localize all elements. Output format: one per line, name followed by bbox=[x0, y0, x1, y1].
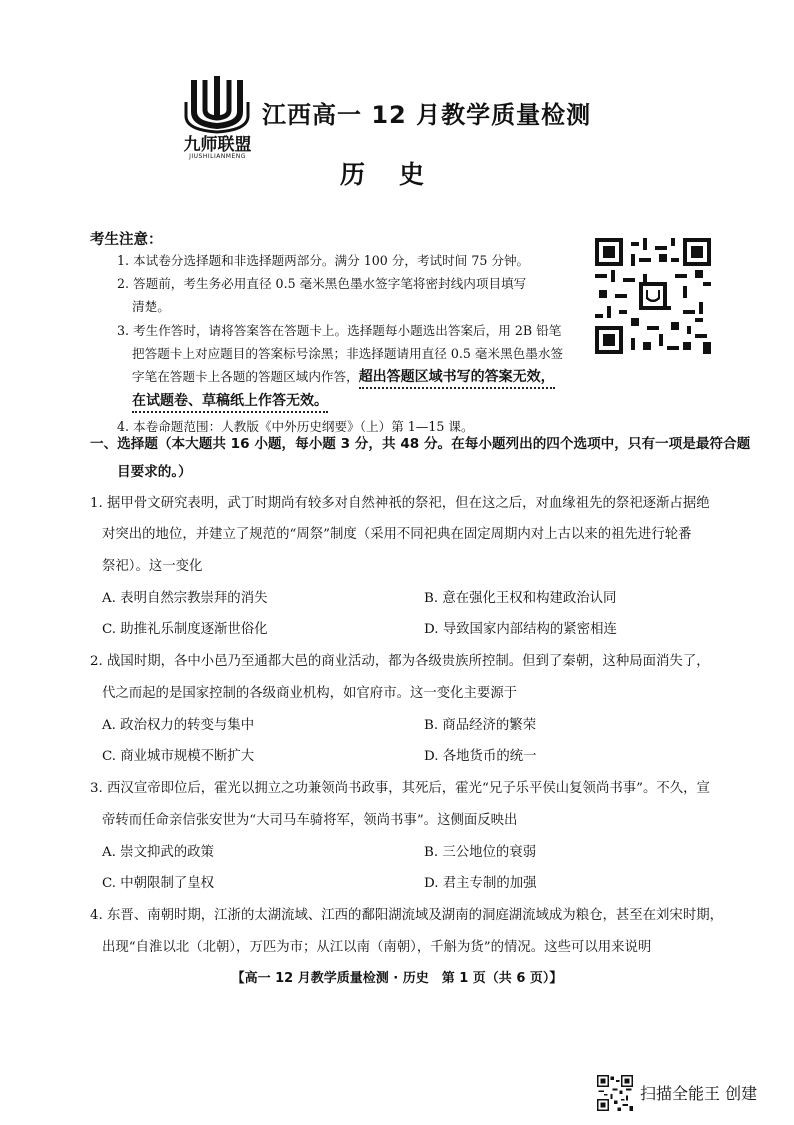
notice-line: 3. 考生作答时，请将答案答在答题卡上。选择题每小题选出答案后，用 2B 铅笔 bbox=[117, 323, 562, 338]
question-1-option-d: D. 导致国家内部结构的紧密相连 bbox=[424, 622, 617, 637]
section-title: 一、选择题（本大题共 16 小题，每小题 3 分，共 48 分。在每小题列出的四个选项中，只有一项是最符合题 bbox=[90, 436, 751, 452]
question-1-stem: 祭祀）。这一变化 bbox=[102, 559, 203, 574]
notice-line: 4. 本卷命题范围：人教版《中外历史纲要》（上）第 1—15 课。 bbox=[117, 419, 474, 434]
notice-highlight: 在试题卷、草稿纸上作答无效。 bbox=[132, 393, 328, 413]
question-1-option-b: B. 意在强化王权和构建政治认同 bbox=[424, 591, 617, 606]
question-2-stem: 2. 战国时期，各中小邑乃至通都大邑的商业活动，都为各级贵族所控制。但到了秦朝，这种局面消失了， bbox=[90, 654, 710, 669]
question-3-option-c: C. 中朝限制了皇权 bbox=[102, 876, 215, 891]
notice-line bbox=[132, 390, 328, 410]
notice-highlight: 超出答题区域书写的答案无效， bbox=[359, 369, 555, 389]
notice-line: 1. 本试卷分选择题和非选择题两部分。满分 100 分，考试时间 75 分钟。 bbox=[117, 253, 530, 268]
subject-title: 历史 bbox=[340, 160, 459, 189]
notice-line: 2. 答题前，考生务必用直径 0.5 毫米黑色墨水签字笔将密封线内项目填写 bbox=[117, 276, 527, 291]
logo-subtext: JIUSHILIANMENG bbox=[189, 153, 246, 160]
question-3-stem: 3. 西汉宣帝即位后，霍光以拥立之功兼领尚书政事，其死后，霍光“兄子乐平侯山复领尚书事”。不久，宣 bbox=[90, 781, 710, 796]
question-1-stem: 1. 据甲骨文研究表明，武丁时期尚有较多对自然神祇的祭祀，但在这之后，对血缘祖先的祭祀逐渐占据绝 bbox=[90, 496, 710, 511]
page-footer: 【高一 12 月教学质量检测 · 历史 第 1 页（共 6 页）】 bbox=[231, 971, 563, 986]
question-4-stem: 4. 东晋、南朝时期，江浙的太湖流域、江西的鄱阳湖流域及湖南的洞庭湖流域成为粮仓，甚至在刘宋时期， bbox=[90, 908, 723, 923]
question-1-option-a: A. 表明自然宗教崇拜的消失 bbox=[102, 591, 268, 606]
notice-line bbox=[132, 366, 555, 386]
qr-code-icon bbox=[595, 238, 711, 354]
question-2-option-c: C. 商业城市规模不断扩大 bbox=[102, 749, 255, 764]
question-2-option-d: D. 各地货币的统一 bbox=[424, 749, 537, 764]
notice-line: 清楚。 bbox=[132, 299, 170, 314]
question-1-stem: 对突出的地位，并建立了规范的“周祭”制度（采用不同祀典在固定周期内对上古以来的祖先进行轮番 bbox=[102, 527, 692, 542]
question-3-option-b: B. 三公地位的衰弱 bbox=[424, 845, 537, 860]
notice-heading: 考生注意： bbox=[90, 232, 163, 248]
question-2-option-a: A. 政治权力的转变与集中 bbox=[102, 718, 255, 733]
question-3-option-a: A. 崇文抑武的政策 bbox=[102, 845, 214, 860]
logo-text: 九师联盟 bbox=[183, 135, 252, 155]
watermark-qr-icon bbox=[597, 1075, 633, 1111]
question-1-option-c: C. 助推礼乐制度逐渐世俗化 bbox=[102, 622, 268, 637]
exam-title: 江西高一 12 月教学质量检测 bbox=[262, 101, 592, 129]
watermark-text: 扫描全能王 创建 bbox=[640, 1084, 758, 1103]
question-2-stem: 代之而起的是国家控制的各级商业机构，如官府市。这一变化主要源于 bbox=[102, 686, 518, 701]
notice-line: 把答题卡上对应题目的答案标号涂黑；非选择题请用直径 0.5 毫米黑色墨水签 bbox=[132, 346, 564, 361]
section-title-cont: 目要求的。） bbox=[117, 464, 192, 480]
question-2-option-b: B. 商品经济的繁荣 bbox=[424, 718, 537, 733]
notice-line-text: 字笔在答题卡上各题的答题区域内作答， bbox=[132, 369, 359, 384]
question-3-stem: 帝转而任命亲信张安世为“大司马车骑将军，领尚书事”。这侧面反映出 bbox=[102, 813, 518, 828]
question-3-option-d: D. 君主专制的加强 bbox=[424, 876, 537, 891]
question-4-stem: 出现“自淮以北（北朝），万匹为市；从江以南（南朝），千斛为货”的情况。这些可以用来说明 bbox=[102, 940, 652, 955]
